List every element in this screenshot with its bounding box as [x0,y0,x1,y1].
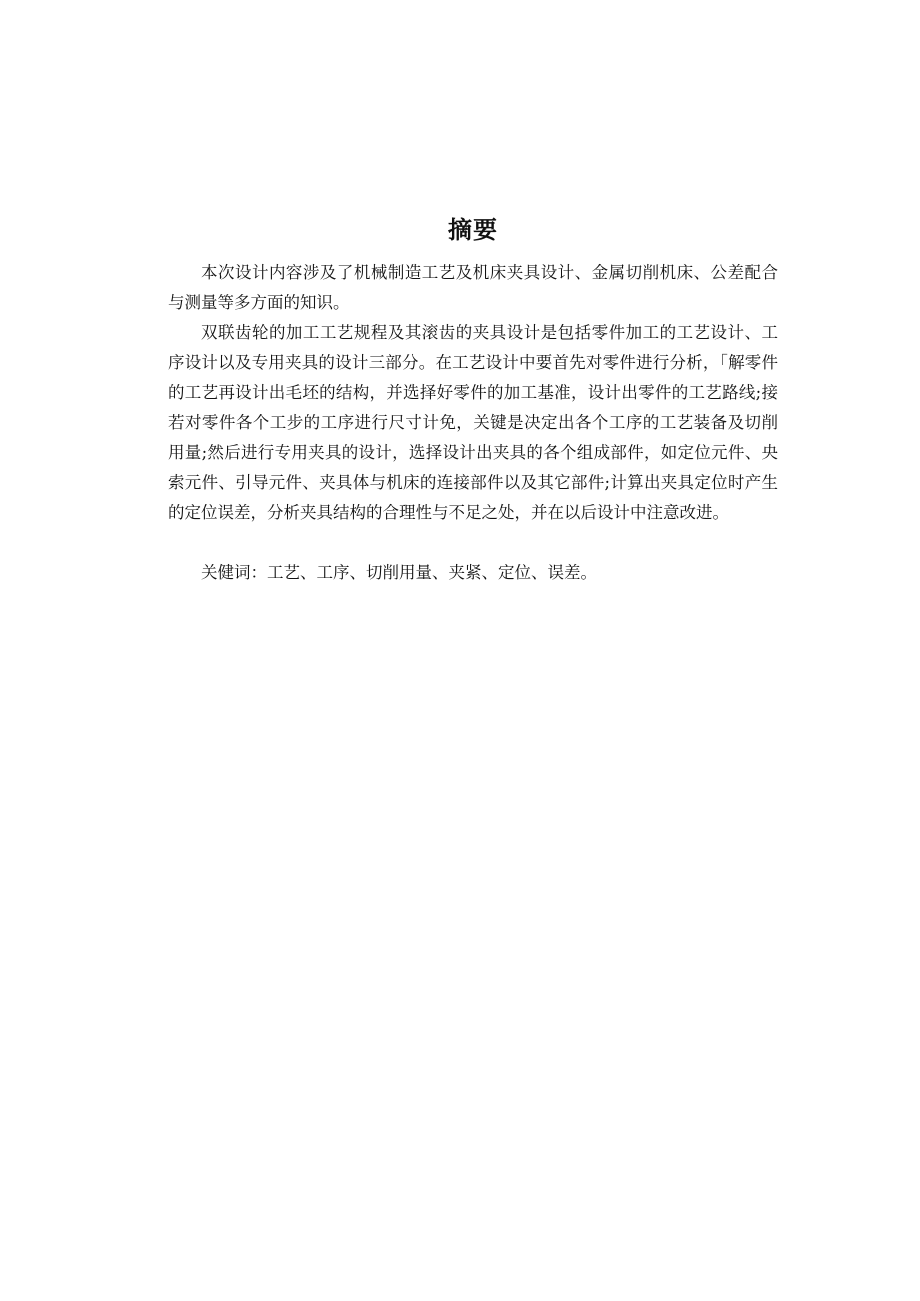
paragraph-intro: 本次设计内容涉及了机械制造工艺及机床夹具设计、金属切削机床、公差配合与测量等多方面的知识。 [168,263,778,312]
abstract-section [168,212,778,588]
keywords-line: 关健词：工艺、工序、切削用量、夹紧、定位、误差。 [201,563,597,582]
paragraph-body: 双联齿轮的加工工艺规程及其滚齿的夹具设计是包括零件加工的工艺设计、工序设计以及专用夹具的设计三部分。在工艺设计中要首先对零件进行分析，「解零件的工艺再设计出毛坯的结构，并选择好零件的加工基准，设计出零件的工艺路线;接若对零件各个工步的工序进行尺寸计免，关键是决定出各个工序的工艺装备及切削用量;然后进行专用夹具的设计，选择设计出夹具的各个组成部件，如定位元件、央索元件、引导元件、夹具体与机床的连接部件以及其它部件;计算出夹具定位时产生的定位误差，分析夹具结构的合理性与不足之处，并在以后设计中注意改进。 [168,323,778,522]
page-title: 摘要 [448,216,498,244]
